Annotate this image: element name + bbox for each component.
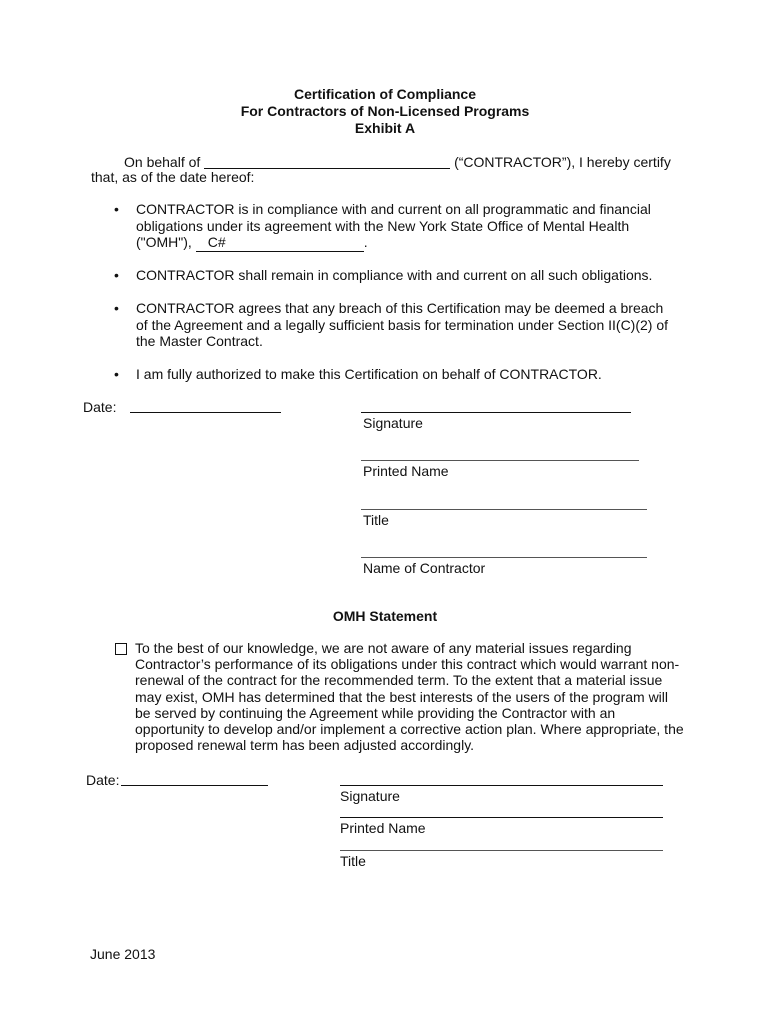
bullet-icon: • xyxy=(114,201,119,217)
omh-statement-text: To the best of our knowledge, we are not aware of any material issues regarding Contractor’s performance of its obligations under this contract which would warrant non-renewal of the contract for the recommended term. To the extent that a material issue may exist, OMH has determined that the best interests of the users of the program will be served by continuing the Agreement while providing the Contractor with an opportunity to develop and/or implement a corrective action plan. Where appropriate, the proposed renewal term has been adjusted accordingly. xyxy=(135,640,684,754)
certification-item-text: I am fully authorized to make this Certification on behalf of CONTRACTOR. xyxy=(136,366,602,382)
bullet-icon: • xyxy=(114,300,119,316)
omh-date-label: Date: xyxy=(86,772,120,788)
contractor-date-label: Date: xyxy=(83,399,117,415)
omh-title-field[interactable] xyxy=(340,850,663,851)
contractor-signature-label: Signature xyxy=(363,415,423,431)
contractor-title-label: Title xyxy=(363,512,389,528)
contractor-signature-field[interactable] xyxy=(361,412,631,413)
bullet-icon: • xyxy=(114,366,119,382)
certification-item xyxy=(114,267,674,284)
bullet-icon: • xyxy=(114,267,119,283)
certification-item xyxy=(114,201,674,252)
certification-item xyxy=(114,300,674,350)
intro-continuation: that, as of the date hereof: xyxy=(91,169,255,185)
intro-suffix: (“CONTRACTOR”), I hereby certify xyxy=(454,154,671,170)
contractor-name-label: Name of Contractor xyxy=(363,560,486,576)
certification-item xyxy=(114,366,674,383)
intro-prefix: On behalf of xyxy=(124,154,201,170)
omh-statement-heading: OMH Statement xyxy=(332,608,438,624)
omh-printed-name-label: Printed Name xyxy=(340,820,426,836)
contractor-printed-name-field[interactable] xyxy=(361,460,639,461)
document-exhibit-label: Exhibit A xyxy=(354,120,416,136)
footer-date: June 2013 xyxy=(90,946,156,962)
contractor-printed-name-label: Printed Name xyxy=(363,463,449,479)
omh-printed-name-field[interactable] xyxy=(340,817,663,818)
contractor-date-field[interactable] xyxy=(130,412,281,413)
omh-signature-label: Signature xyxy=(340,788,400,804)
omh-statement-checkbox[interactable] xyxy=(115,643,127,655)
omh-date-field[interactable] xyxy=(121,785,268,786)
contract-number-value: C# xyxy=(207,234,226,250)
document-title: Certification of Compliance xyxy=(293,86,477,102)
bullet-text: CONTRACTOR is in compliance with and current on all programmatic and financial obligations under its agreement with the New York State Office of Mental Health ("OMH"), xyxy=(136,201,651,250)
certification-item-text: CONTRACTOR agrees that any breach of this Certification may be deemed a breach of the Agreement and a legally sufficient basis for termination under Section II(C)(2) of the Master Contract. xyxy=(136,300,669,349)
omh-signature-field[interactable] xyxy=(340,785,663,786)
document-subtitle: For Contractors of Non-Licensed Programs xyxy=(240,103,530,119)
omh-title-label: Title xyxy=(340,853,366,869)
contractor-title-field[interactable] xyxy=(361,509,647,510)
bullet-text-end: . xyxy=(363,234,368,250)
contractor-name-field[interactable] xyxy=(204,154,450,169)
intro-sentence xyxy=(124,152,671,170)
certification-item-text xyxy=(136,201,674,252)
certification-item-text: CONTRACTOR shall remain in compliance with and current on all such obligations. xyxy=(136,267,653,283)
contract-number-field[interactable] xyxy=(196,234,364,252)
contractor-name-line[interactable] xyxy=(361,557,647,558)
